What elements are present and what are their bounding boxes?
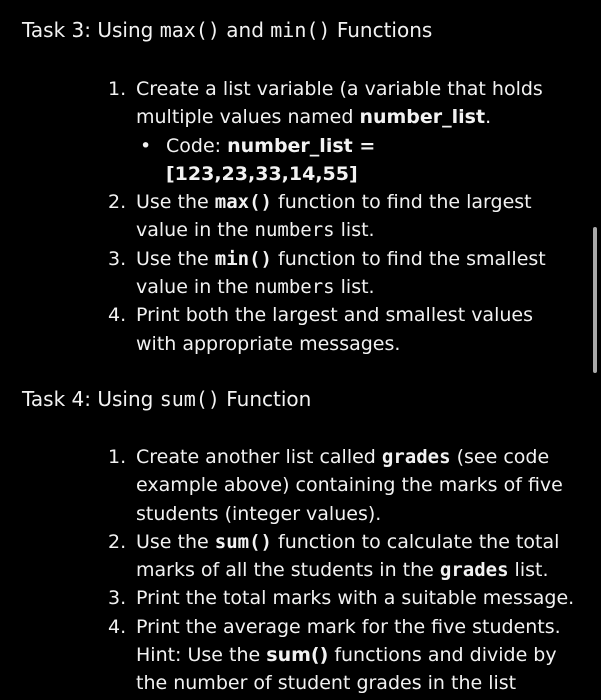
step-text: Print the total marks with a suitable message. <box>136 587 575 610</box>
step-text: function to find the largest value in the <box>136 191 532 242</box>
step-text: Print the average mark for the five students. Hint: Use the <box>136 615 561 667</box>
variable-name: number_list <box>359 106 486 129</box>
step-number: 4. <box>108 304 127 327</box>
bold-function-name: sum() <box>266 644 329 667</box>
inline-code: grades <box>381 446 451 468</box>
inline-code: numbers <box>254 219 335 242</box>
inline-code: min() <box>214 247 272 270</box>
heading-text: Function <box>219 387 312 411</box>
step-number: 3. <box>108 247 127 270</box>
task-4-step-4 <box>108 613 583 698</box>
step-text: function to calculate the total marks of all the students in the <box>136 530 560 582</box>
heading-code-min: min() <box>270 18 331 42</box>
task-3-heading <box>22 16 432 44</box>
inline-code: numbers <box>254 276 335 299</box>
step-text: Create another list called <box>136 446 382 468</box>
task-3-steps <box>108 75 558 358</box>
step-text: (see code example above) containing the marks of five students (integer values). <box>136 446 563 525</box>
heading-text: Task 4: Using <box>22 387 160 411</box>
step-number: 4. <box>108 615 127 638</box>
task-4-steps <box>108 443 583 698</box>
inline-code: grades <box>439 559 509 582</box>
heading-text: Task 3: Using <box>22 18 160 42</box>
code-label: Code: <box>166 134 228 157</box>
heading-code-max: max() <box>159 18 220 42</box>
task-4-step-3 <box>108 584 583 612</box>
step-text: Print both the largest and smallest values with appropriate messages. <box>136 304 533 355</box>
step-text: . <box>485 106 492 129</box>
scrollbar-thumb[interactable] <box>593 227 597 373</box>
heading-code-sum: sum() <box>159 387 220 411</box>
step-text: list. <box>508 559 549 582</box>
task-3-step-2 <box>108 188 558 245</box>
inline-code: sum() <box>214 530 272 553</box>
task-4-step-1 <box>108 443 583 528</box>
bullet-dot-icon: • <box>140 134 152 157</box>
step-text: Use the <box>136 530 215 553</box>
inline-code: max() <box>214 191 272 214</box>
step-text: Use the <box>136 191 215 214</box>
heading-text: Functions <box>330 18 433 42</box>
task-3-step-1 <box>108 75 558 188</box>
step-text: functions and divide by the number of student grades in the list <box>136 644 557 695</box>
step-text: list. <box>334 219 375 242</box>
step-text: list. <box>334 276 375 299</box>
step-number: 1. <box>108 78 127 100</box>
task-4-step-2 <box>108 528 583 585</box>
code-value: number_list = [123,23,33,14,55] <box>166 134 376 185</box>
task-3-step-4 <box>108 301 558 358</box>
step-text: Create a list variable (a variable that holds multiple values named <box>136 78 543 129</box>
step-number: 2. <box>108 530 127 553</box>
step-text: function to find the smallest value in the <box>136 247 546 299</box>
step-number: 3. <box>108 587 127 610</box>
task-3-step-3 <box>108 245 558 302</box>
step-text: Use the <box>136 247 215 270</box>
heading-text: and <box>219 18 271 42</box>
step-number: 2. <box>108 191 127 214</box>
code-bullet <box>108 132 558 189</box>
step-number: 1. <box>108 446 127 468</box>
task-4-heading <box>22 385 311 413</box>
